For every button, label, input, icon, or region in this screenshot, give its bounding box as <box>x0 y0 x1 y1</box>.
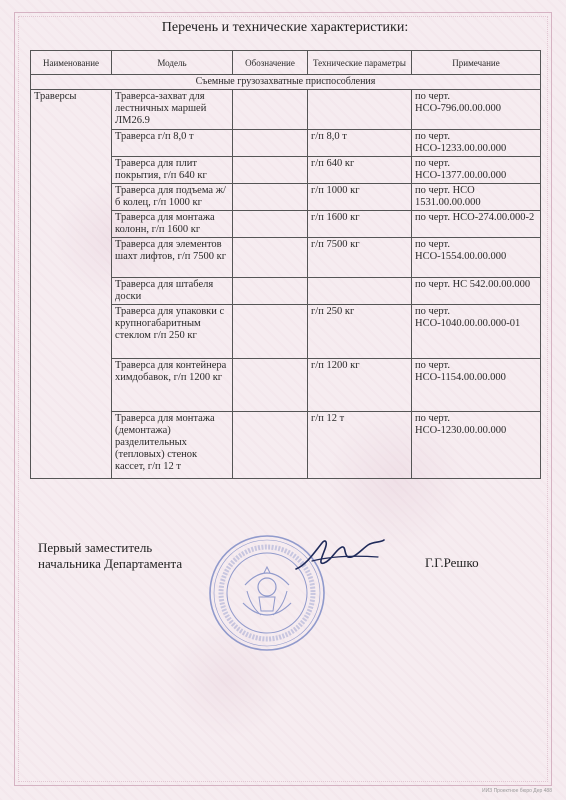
note-cell: по черт. НСО-1230.00.00.000 <box>412 412 541 479</box>
note-cell: по черт. НСО-1040.00.00.000-01 <box>412 305 541 359</box>
params-cell: г/п 250 кг <box>308 305 412 359</box>
note-cell: по черт. НСО-1377.00.00.000 <box>412 157 541 184</box>
signatory-name: Г.Г.Решко <box>425 555 479 570</box>
model-cell: Траверса для плит покрытия, г/п 640 кг <box>112 157 233 184</box>
header-designation: Обозначение <box>233 51 308 75</box>
position-line-2: начальника Департамента <box>38 556 183 571</box>
group-name-cell: Траверсы <box>31 90 112 479</box>
params-cell: г/п 1000 кг <box>308 184 412 211</box>
position-line-1: Первый заместитель <box>38 540 153 555</box>
header-parameters: Технические параметры <box>308 51 412 75</box>
footer-print-note: ИИЗ Проектное бюро Дер 488 <box>481 788 552 794</box>
note-cell: по черт. НСО-1554.00.00.000 <box>412 238 541 278</box>
characteristics-table <box>30 50 541 479</box>
header-name: Наименование <box>31 51 112 75</box>
model-cell: Траверса для монтажа (демонтажа) разделительных (тепловых) стенок кассет, г/п 12 т <box>112 412 233 479</box>
header-model: Модель <box>112 51 233 75</box>
params-cell: г/п 8,0 т <box>308 130 412 157</box>
designation-cell <box>233 157 308 184</box>
designation-cell <box>233 238 308 278</box>
note-cell: по черт. НСО-1233.00.00.000 <box>412 130 541 157</box>
section-row <box>31 75 541 90</box>
model-cell: Траверса-захват для лестничных маршей ЛМ26.9 <box>112 90 233 130</box>
note-cell: по черт. НСО-274.00.000-2 <box>412 211 541 238</box>
model-cell: Траверса для подъема ж/б колец, г/п 1000 кг <box>112 184 233 211</box>
model-cell: Траверса для элементов шахт лифтов, г/п 7500 кг <box>112 238 233 278</box>
params-cell <box>308 278 412 305</box>
params-cell <box>308 90 412 130</box>
note-cell: по черт. НСО-796.00.00.000 <box>412 90 541 130</box>
params-cell: г/п 640 кг <box>308 157 412 184</box>
designation-cell <box>233 278 308 305</box>
header-note: Примечание <box>412 51 541 75</box>
designation-cell <box>233 359 308 412</box>
params-cell: г/п 12 т <box>308 412 412 479</box>
note-cell: по черт. НСО-1154.00.00.000 <box>412 359 541 412</box>
handwritten-signature <box>292 535 387 575</box>
model-cell: Траверса для контейнера химдобавок, г/п 1200 кг <box>112 359 233 412</box>
designation-cell <box>233 130 308 157</box>
model-cell: Траверса для упаковки с крупногабаритным стеклом г/п 250 кг <box>112 305 233 359</box>
params-cell: г/п 1600 кг <box>308 211 412 238</box>
designation-cell <box>233 211 308 238</box>
designation-cell <box>233 412 308 479</box>
table-row <box>31 90 541 130</box>
params-cell: г/п 1200 кг <box>308 359 412 412</box>
model-cell: Траверса для штабеля доски <box>112 278 233 305</box>
document-title: Перечень и технические характеристики: <box>161 20 409 35</box>
note-cell: по черт. НСО 1531.00.00.000 <box>412 184 541 211</box>
designation-cell <box>233 90 308 130</box>
model-cell: Траверса г/п 8,0 т <box>112 130 233 157</box>
params-cell: г/п 7500 кг <box>308 238 412 278</box>
section-title: Съемные грузозахватные приспособления <box>31 75 541 90</box>
designation-cell <box>233 184 308 211</box>
model-cell: Траверса для монтажа колонн, г/п 1600 кг <box>112 211 233 238</box>
table-header-row <box>31 51 541 75</box>
note-cell: по черт. НС 542.00.00.000 <box>412 278 541 305</box>
designation-cell <box>233 305 308 359</box>
signatory-position <box>38 540 182 572</box>
